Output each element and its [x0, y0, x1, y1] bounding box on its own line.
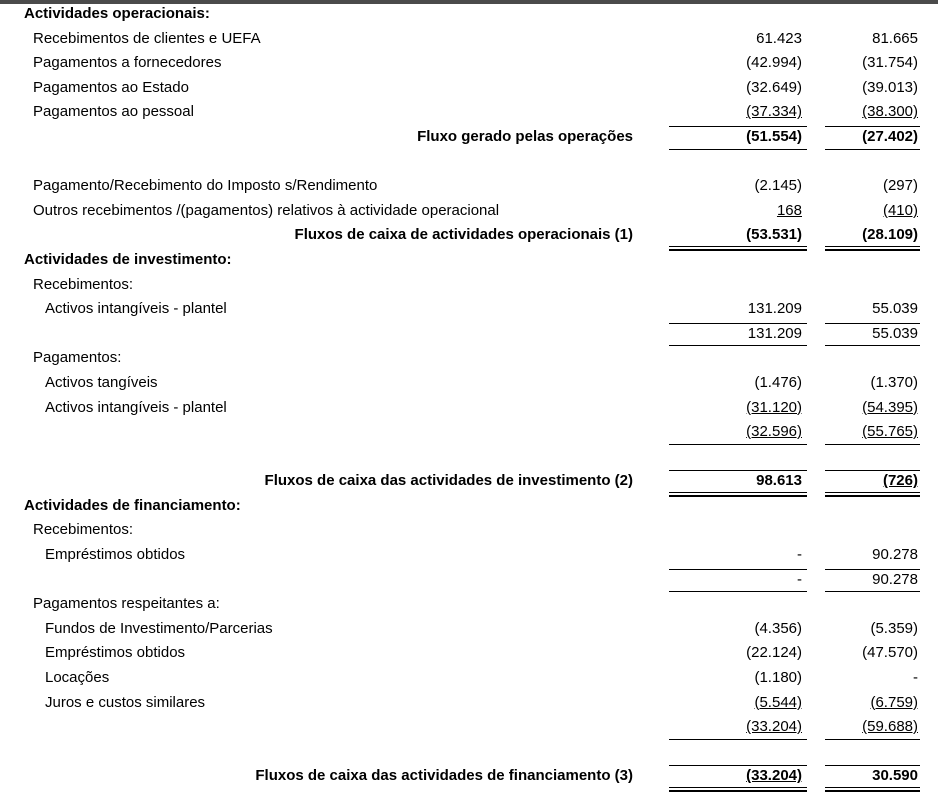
line-item-row [0, 691, 938, 716]
value-prior-year: (31.754) [862, 54, 918, 72]
row-label: Pagamentos respeitantes a: [33, 595, 220, 613]
line-item-row [0, 76, 938, 101]
value-prior-year: (55.765) [862, 423, 918, 441]
row-label: Activos intangíveis - plantel [45, 398, 227, 416]
value-current-year: (32.596) [746, 423, 802, 441]
row-label: Pagamentos: [33, 349, 122, 367]
row-label: Juros e custos similares [45, 693, 206, 711]
value-prior-year: (59.688) [862, 718, 918, 736]
line-item-row [0, 371, 938, 396]
rule-line [669, 126, 807, 127]
value-prior-year: (27.402) [862, 127, 918, 145]
value-current-year: (51.554) [746, 127, 802, 145]
value-prior-year: (47.570) [862, 644, 918, 662]
total-row [0, 764, 938, 789]
value-prior-year: 55.039 [872, 300, 918, 318]
rule-line [825, 790, 920, 792]
line-item-row [0, 100, 938, 125]
row-label: Fundos de Investimento/Parcerias [45, 619, 273, 637]
row-label: Fluxos de caixa das actividades de investimento (2) [264, 472, 633, 490]
rule-line [669, 323, 807, 324]
row-label: Actividades de investimento: [24, 250, 232, 268]
rule-line [825, 765, 920, 766]
line-item-row [0, 666, 938, 691]
rule-line [669, 492, 807, 493]
value-current-year: (32.649) [746, 78, 802, 96]
value-current-year: (33.204) [746, 718, 802, 736]
value-current-year: 98.613 [756, 472, 802, 490]
row-label: Recebimentos: [33, 275, 134, 293]
value-current-year: (22.124) [746, 644, 802, 662]
total-row [0, 469, 938, 494]
row-label: Activos intangíveis - plantel [45, 300, 227, 318]
row-label: Pagamento/Recebimento do Imposto s/Rendimento [33, 177, 378, 195]
value-prior-year: - [913, 669, 918, 687]
rule-line [669, 765, 807, 766]
value-current-year: (2.145) [754, 177, 802, 195]
rule-line [669, 470, 807, 471]
value-prior-year: (6.759) [870, 693, 918, 711]
line-item-row [0, 174, 938, 199]
value-prior-year: (39.013) [862, 78, 918, 96]
row-label: Empréstimos obtidos [45, 546, 186, 564]
rule-line [825, 470, 920, 471]
line-item-row [0, 322, 938, 347]
value-current-year: (53.531) [746, 226, 802, 244]
line-item-row [0, 199, 938, 224]
spacer-row [0, 740, 938, 765]
value-current-year: (42.994) [746, 54, 802, 72]
value-current-year: (1.180) [754, 669, 802, 687]
line-item-row [0, 51, 938, 76]
row-label: Pagamentos a fornecedores [33, 54, 222, 72]
row-label: Fluxos de caixa de actividades operacionais (1) [294, 226, 633, 244]
value-current-year: (31.120) [746, 398, 802, 416]
value-prior-year: (726) [882, 472, 918, 490]
rule-line [825, 323, 920, 324]
row-label: Locações [45, 669, 110, 687]
row-label: Activos tangíveis [45, 373, 158, 391]
row-label: Recebimentos: [33, 521, 134, 539]
total-row [0, 223, 938, 248]
section-heading [0, 248, 938, 273]
value-current-year: (33.204) [746, 767, 802, 785]
value-prior-year: (1.370) [870, 373, 918, 391]
value-current-year: (4.356) [754, 619, 802, 637]
value-current-year: - [797, 570, 802, 588]
value-prior-year: 55.039 [872, 324, 918, 342]
line-item-row [0, 346, 938, 371]
rule-line [669, 790, 807, 792]
value-current-year: - [797, 546, 802, 564]
row-label: Fluxo gerado pelas operações [417, 127, 633, 145]
row-label: Pagamentos ao pessoal [33, 103, 194, 121]
line-item-row [0, 592, 938, 617]
value-prior-year: 30.590 [872, 767, 918, 785]
rule-line [669, 569, 807, 570]
row-label: Empréstimos obtidos [45, 644, 186, 662]
line-item-row [0, 396, 938, 421]
value-current-year: 168 [776, 201, 802, 219]
rule-line [669, 246, 807, 247]
row-label: Outros recebimentos /(pagamentos) relativos à actividade operacional [33, 201, 500, 219]
value-prior-year: 81.665 [872, 29, 918, 47]
value-current-year: 61.423 [756, 29, 802, 47]
value-prior-year: (38.300) [862, 103, 918, 121]
value-prior-year: 90.278 [872, 546, 918, 564]
row-label: Actividades operacionais: [24, 5, 210, 22]
rule-line [669, 787, 807, 788]
value-prior-year: (297) [882, 177, 918, 195]
row-label: Recebimentos de clientes e UEFA [33, 29, 261, 47]
line-item-row [0, 420, 938, 445]
value-prior-year: (410) [882, 201, 918, 219]
value-current-year: (5.544) [754, 693, 802, 711]
rule-line [825, 126, 920, 127]
line-item-row [0, 518, 938, 543]
section-heading [0, 494, 938, 519]
value-current-year: (1.476) [754, 373, 802, 391]
rule-line [825, 246, 920, 247]
value-prior-year: (28.109) [862, 226, 918, 244]
rule-line [825, 787, 920, 788]
line-item-row [0, 273, 938, 298]
row-label: Actividades de financiamento: [24, 496, 241, 514]
line-item-row [0, 641, 938, 666]
value-prior-year: (54.395) [862, 398, 918, 416]
spacer-row [0, 445, 938, 470]
line-item-row [0, 617, 938, 642]
row-label: Fluxos de caixa das actividades de financiamento (3) [255, 767, 633, 785]
total-row [0, 125, 938, 150]
value-current-year: 131.209 [747, 300, 802, 318]
line-item-row [0, 27, 938, 52]
line-item-row [0, 715, 938, 740]
rule-line [825, 492, 920, 493]
section-heading [0, 2, 938, 27]
cash-flow-statement [0, 2, 938, 789]
row-label: Pagamentos ao Estado [33, 78, 189, 96]
rule-line [825, 569, 920, 570]
value-current-year: (37.334) [746, 103, 802, 121]
value-prior-year: (5.359) [870, 619, 918, 637]
value-prior-year: 90.278 [872, 570, 918, 588]
line-item-row [0, 568, 938, 593]
line-item-row [0, 297, 938, 322]
spacer-row [0, 150, 938, 175]
line-item-row [0, 543, 938, 568]
value-current-year: 131.209 [747, 324, 802, 342]
